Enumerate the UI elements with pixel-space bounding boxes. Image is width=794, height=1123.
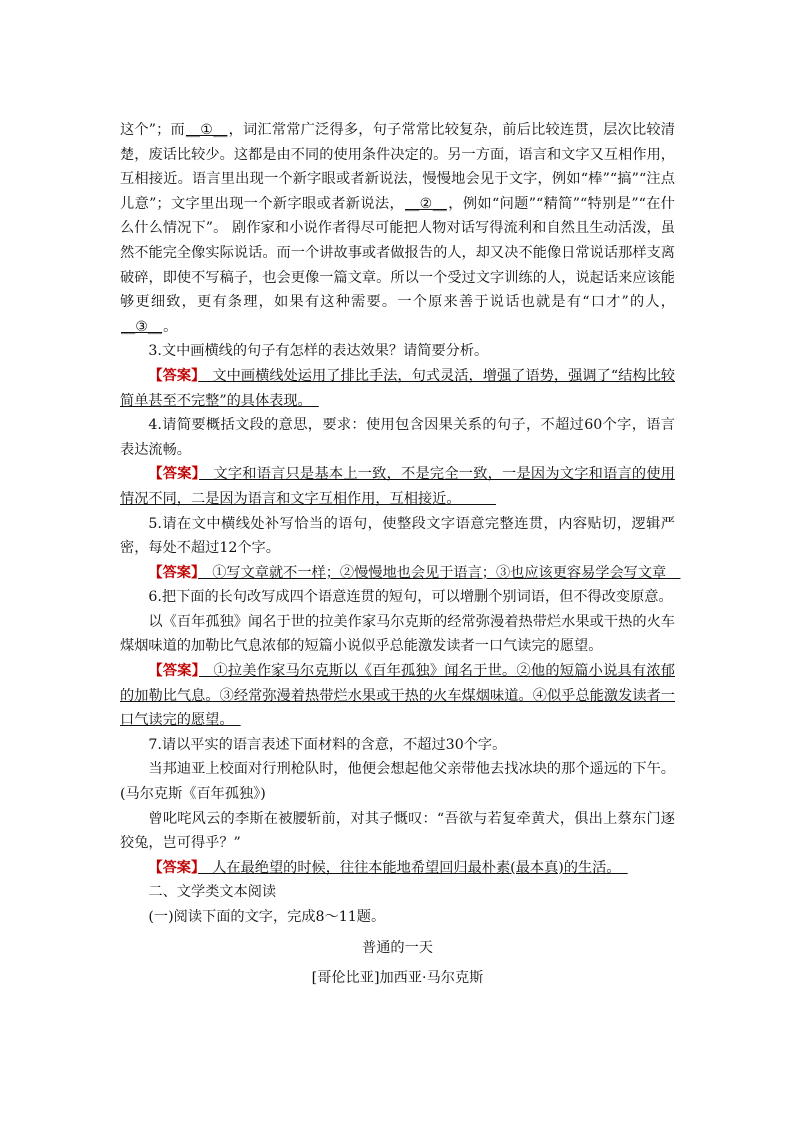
- answer-4: 【答案】 文字和语言只是基本上一致，不是完全一致，一是因为文字和语言的使用情况不同，二是因为语言和文字互相作用，互相接近。: [120, 466, 675, 507]
- material-7b: 曾叱咤风云的李斯在被腰斩前，对其子慨叹：“吾欲与若复牵黄犬，俱出上蔡东门逐狡兔，岂可得乎？”: [120, 810, 675, 852]
- answer-6: 【答案】 ①拉美作家马尔克斯以《百年孤独》闻名于世。②他的短篇小说具有浓郁的加勒比气息。③经常弥漫着热带烂水果或干热的火车煤烟味道。④似乎总能激发读者一口气读完的愿望。: [120, 663, 675, 729]
- story-title: 普通的一天: [362, 939, 433, 956]
- subsection-heading: (一)阅读下面的文字，完成8～11题。: [148, 909, 386, 925]
- question-5: 5.请在文中横线处补写恰当的语句，使整段文字语意完整连贯，内容贴切，逻辑严密，每处不超过12个字。: [120, 515, 675, 557]
- blank-3: __③__: [121, 318, 163, 335]
- section-heading: 二、文学类文本阅读: [148, 884, 277, 901]
- material-7a: 当邦迪亚上校面对行刑枪队时，他便会想起他父亲带他去找冰块的那个遥远的下午。(马尔克斯《百年孤独》): [120, 761, 675, 803]
- question-3: 3.文中画横线的句子有怎样的表达效果？请简要分析。: [148, 343, 489, 360]
- answer-tag: 【答案】: [148, 859, 199, 876]
- blank-2: __②__: [405, 195, 447, 212]
- question-4: 4.请简要概括文段的意思，要求：使用包含因果关系的句子，不超过60个字，语言表达流畅。: [120, 417, 675, 458]
- answer-tag: 【答案】: [148, 564, 199, 581]
- answer-5: 【答案】 ①写文章就不一样；②慢慢地也会见于语言；③也应该更容易学会写文章: [148, 564, 681, 581]
- answer-tag: 【答案】: [148, 663, 200, 680]
- passage-paragraph: 这个”；而__①__，词汇常常广泛得多，句子常常比较复杂，前后比较连贯，层次比较清楚，废话比较少。这都是由不同的使用条件决定的。另一方面，语言和文字又互相作用，互相接近。语言里出现一个新字眼或者新说法，慢慢地会见于文字，例如“棒”“搞”“注点儿意”；文字里出现一个新字眼或者新说法，__②__，例如“问题”“精简”“特别是”“在什么什么情况下”。 剧作家和小说作者得尽可能把人物对话写得流利和自然且生动活泼，虽然不能完全像实际说话。而一个讲故事或者做报告的人，却又决不能像日常说话那样支离破碎，即使不写稿子，也会更像一篇文章。所以一个受过文字训练的人，说起话来应该能够更细致，更有条理，如果有这种需要。一个原来善于说话也就是有“口才”的人，__③__。: [120, 122, 675, 335]
- blank-1: __①__: [185, 122, 228, 138]
- answer-3: 【答案】 文中画横线处运用了排比手法，句式灵活，增强了语势，强调了“结构比较简单甚至不完整”的具体表现。: [120, 367, 675, 409]
- answer-tag: 【答案】: [148, 466, 200, 483]
- story-author: [哥伦比亚]加西亚·马尔克斯: [311, 970, 484, 987]
- question-6: 6.把下面的长句改写成四个语意连贯的短句，可以增删个别词语，但不得改变原意。: [148, 589, 673, 606]
- material-6: 以《百年孤独》闻名于世的拉美作家马尔克斯的经常弥漫着热带烂水果或干热的火车煤烟味道的加勒比气息浓郁的短篇小说似乎总能激发读者一口气读完的愿望。: [120, 613, 675, 655]
- question-7: 7.请以平实的语言表述下面材料的含意，不超过30个字。: [148, 736, 507, 753]
- answer-7: 【答案】 人在最绝望的时候，往往本能地希望回归最朴素(最本真)的生活。: [148, 859, 628, 876]
- answer-tag: 【答案】: [148, 367, 199, 384]
- document-page: [120, 118, 681, 991]
